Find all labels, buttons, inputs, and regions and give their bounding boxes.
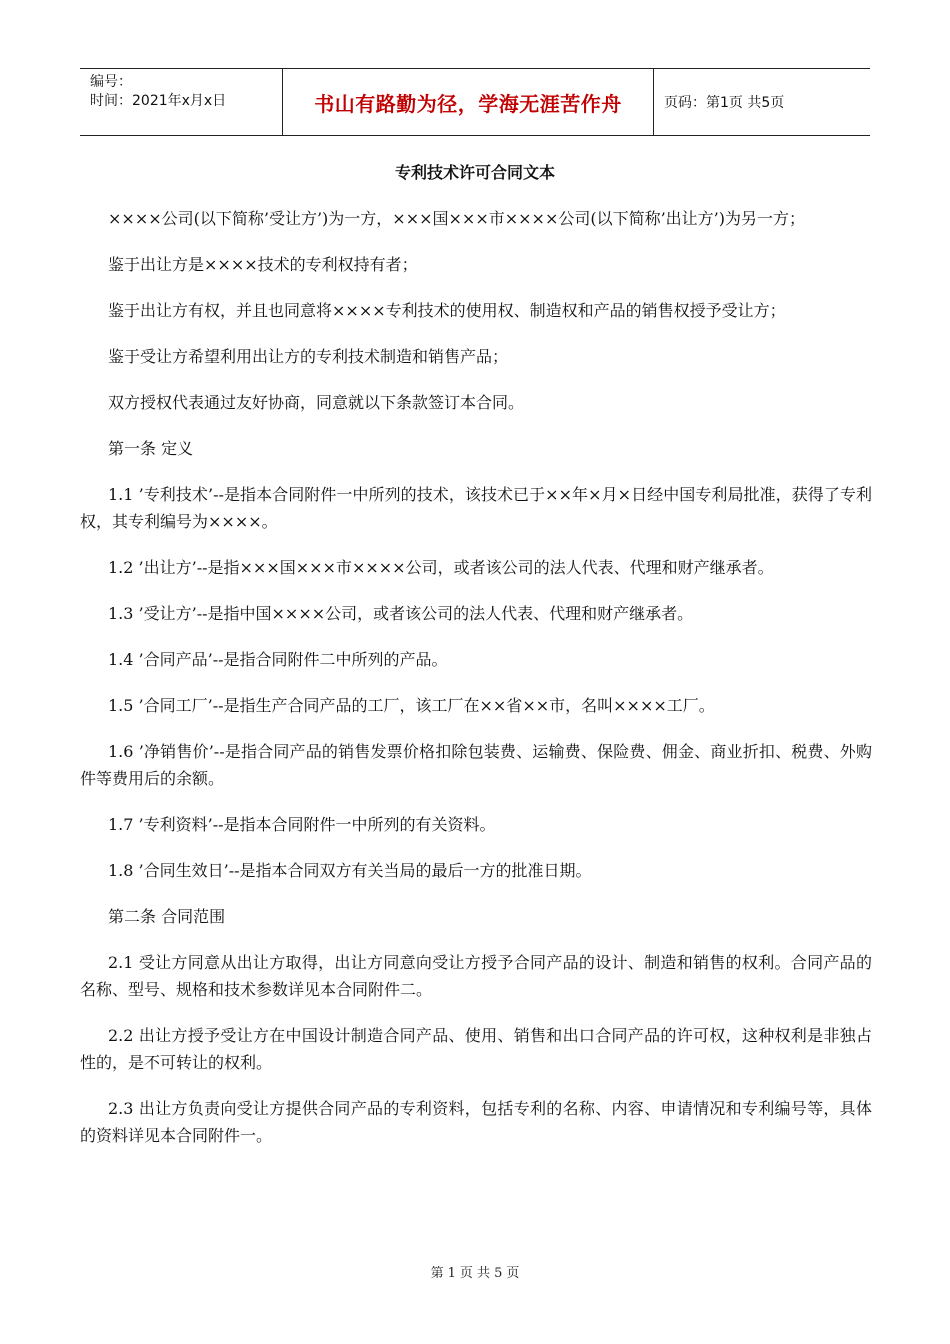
article-heading: 第一条 定义 [108, 439, 194, 458]
paragraph: 2.2 出让方授予受让方在中国设计制造合同产品、使用、销售和出口合同产品的许可权，这种权利是非独占性的，是不可转让的权利。 [80, 1026, 872, 1072]
page-header [80, 68, 870, 136]
paragraph: ××××公司(以下简称’受让方’)为一方，×××国×××市××××公司(以下简称’出让方’)为另一方； [108, 209, 806, 228]
footer-total-pages: 5 [494, 1266, 503, 1281]
footer-prefix: 第 [430, 1266, 444, 1281]
paragraph: 1.5 ’合同工厂’--是指生产合同产品的工厂，该工厂在××省××市，名叫××××工厂。 [108, 696, 715, 715]
paragraph: 鉴于出让方是××××技术的专利权持有者； [108, 255, 418, 274]
paragraph: 鉴于出让方有权，并且也同意将××××专利技术的使用权、制造权和产品的销售权授予受让方； [108, 301, 786, 320]
paragraph: 1.6 ’净销售价’--是指合同产品的销售发票价格扣除包装费、运输费、保险费、佣金、商业折扣、税费、外购件等费用后的余额。 [80, 742, 872, 788]
paragraph: 1.3 ’受让方’--是指中国××××公司，或者该公司的法人代表、代理和财产继承者。 [108, 604, 694, 623]
page-footer [0, 1262, 950, 1281]
paragraph: 1.4 ’合同产品’--是指合同附件二中所列的产品。 [108, 650, 448, 669]
paragraph: 鉴于受让方希望利用出让方的专利技术制造和销售产品； [108, 347, 509, 366]
document-number-label: 编号： [90, 74, 132, 90]
header-page-info: 页码：第1页 共5页 [664, 95, 785, 111]
paragraph: 1.2 ’出让方’--是指×××国×××市××××公司，或者该公司的法人代表、代理和财产继承者。 [108, 558, 774, 577]
paragraph: 1.7 ’专利资料’--是指本合同附件一中所列的有关资料。 [108, 815, 496, 834]
header-motto: 书山有路勤为径，学海无涯苦作舟 [282, 69, 654, 135]
article-heading: 第二条 合同范围 [108, 907, 226, 926]
paragraph: 1.1 ’专利技术’--是指本合同附件一中所列的技术，该技术已于××年×月×日经中国专利局批准，获得了专利权，其专利编号为××××。 [80, 485, 872, 531]
paragraph: 双方授权代表通过友好协商，同意就以下条款签订本合同。 [108, 393, 525, 412]
footer-suffix: 页 [506, 1266, 520, 1281]
footer-page-number: 1 [447, 1266, 456, 1281]
footer-middle: 页 共 [459, 1266, 491, 1281]
document-title: 专利技术许可合同文本 [394, 163, 555, 182]
paragraph: 2.1 受让方同意从出让方取得，出让方同意向受让方授予合同产品的设计、制造和销售的权利。合同产品的名称、型号、规格和技术参数详见本合同附件二。 [80, 953, 872, 999]
document-body [80, 205, 872, 1168]
header-meta [80, 69, 282, 135]
paragraph: 2.3 出让方负责向受让方提供合同产品的专利资料，包括专利的名称、内容、申请情况和专利编号等，具体的资料详见本合同附件一。 [80, 1099, 872, 1145]
document-date: 时间：2021年x月x日 [90, 93, 227, 109]
paragraph: 1.8 ’合同生效日’--是指本合同双方有关当局的最后一方的批准日期。 [108, 861, 592, 880]
